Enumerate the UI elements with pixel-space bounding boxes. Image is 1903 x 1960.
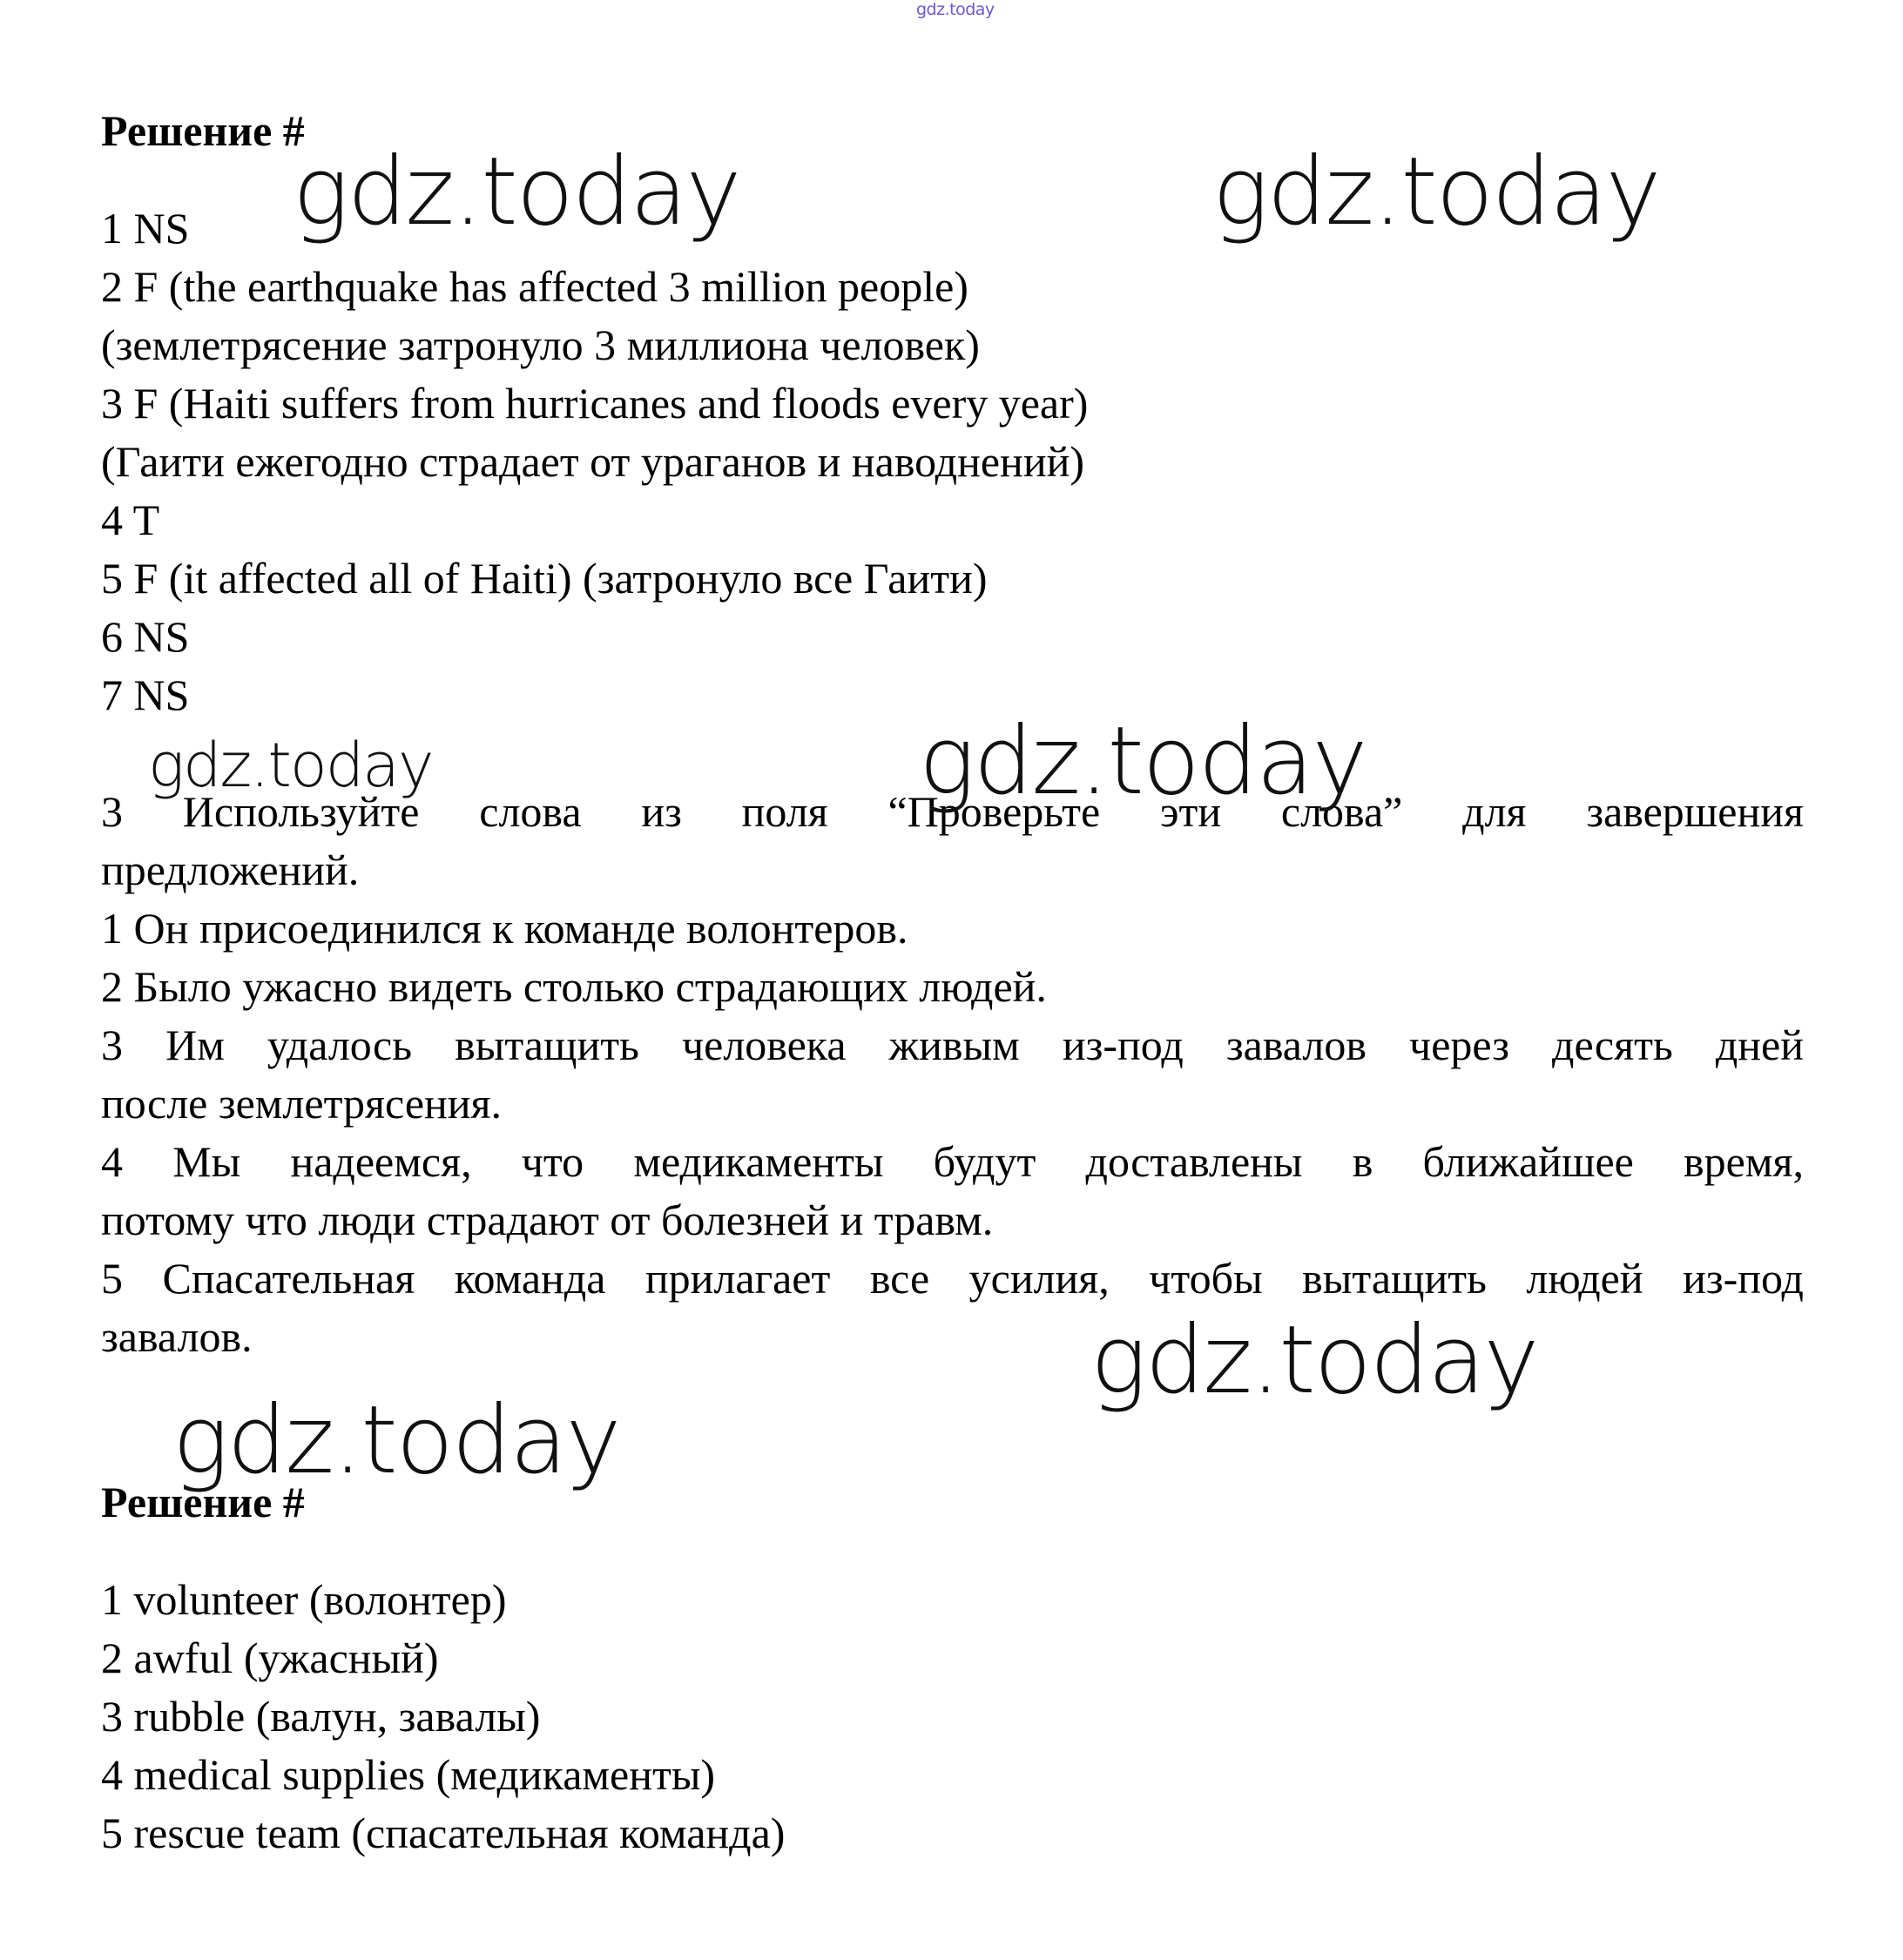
watermark: gdz.today	[1212, 138, 1660, 246]
task-item-5: 5 Спасательная команда прилагает все усилия, чтобы вытащить людей из-под	[101, 1254, 1804, 1303]
answer-line-2: 2 F (the earthquake has affected 3 million people)	[101, 262, 968, 311]
task-line-1: 3 Используйте слова из поля “Проверьте эти слова” для завершения	[101, 787, 1804, 836]
answer-line-5: (Гаити ежегодно страдает от ураганов и наводнений)	[101, 437, 1084, 486]
vocab-line-5: 5 rescue team (спасательная команда)	[101, 1808, 786, 1857]
watermark: gdz.today	[293, 138, 740, 246]
task-item-2: 2 Было ужасно видеть столько страдающих людей.	[101, 962, 1047, 1011]
site-tag: gdz.today	[916, 0, 995, 19]
answer-line-3: (землетрясение затронуло 3 миллиона человек)	[101, 320, 980, 369]
answer-line-9: 7 NS	[101, 670, 190, 719]
section2-heading: Решение #	[101, 1478, 305, 1526]
task-item-1: 1 Он присоединился к команде волонтеров.	[101, 904, 908, 953]
answer-line-6: 4 T	[101, 495, 160, 544]
answer-line-7: 5 F (it affected all of Haiti) (затронуло все Гаити)	[101, 554, 988, 603]
task-line-2: предложений.	[101, 845, 360, 894]
vocab-line-3: 3 rubble (валун, завалы)	[101, 1692, 541, 1741]
answer-line-1: 1 NS	[101, 204, 190, 253]
task-item-4-cont: потому что люди страдают от болезней и травм.	[101, 1196, 994, 1244]
task-item-5-cont: завалов.	[101, 1312, 253, 1361]
watermark: gdz.today	[1090, 1306, 1538, 1415]
answer-line-8: 6 NS	[101, 612, 190, 661]
task-item-3: 3 Им удалось вытащить человека живым из-под завалов через десять дней	[101, 1020, 1804, 1069]
section1-heading: Решение #	[101, 106, 305, 155]
watermark: gdz.today	[148, 730, 433, 801]
watermark: gdz.today	[919, 707, 1367, 816]
answer-line-4: 3 F (Haiti suffers from hurricanes and floods every year)	[101, 379, 1089, 428]
vocab-line-4: 4 medical supplies (медикаменты)	[101, 1750, 716, 1799]
vocab-line-1: 1 volunteer (волонтер)	[101, 1575, 507, 1624]
watermark: gdz.today	[172, 1386, 620, 1495]
task-item-4: 4 Мы надеемся, что медикаменты будут доставлены в ближайшее время,	[101, 1137, 1804, 1186]
vocab-line-2: 2 awful (ужасный)	[101, 1633, 439, 1682]
task-item-3-cont: после землетрясения.	[101, 1079, 503, 1128]
